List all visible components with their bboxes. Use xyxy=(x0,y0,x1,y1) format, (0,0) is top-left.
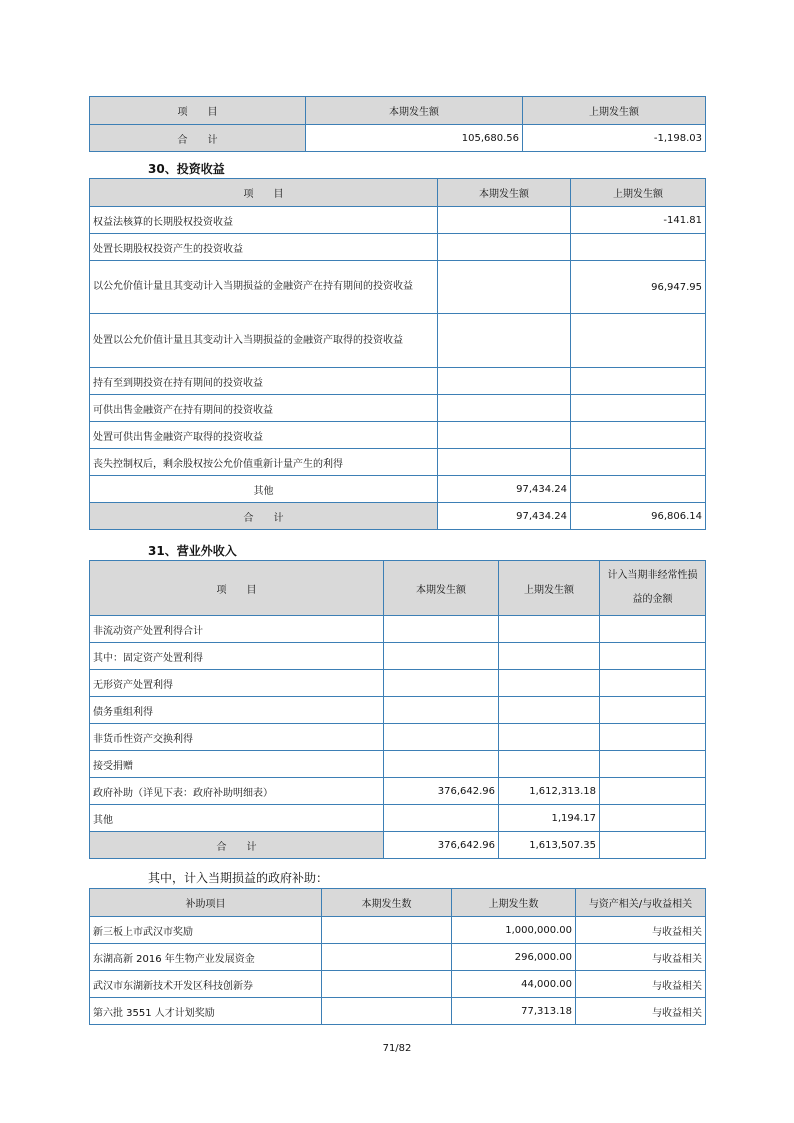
row-previous: 1,194.17 xyxy=(499,805,600,832)
header-item: 补助项目 xyxy=(90,889,322,917)
row-item: 其中：固定资产处置利得 xyxy=(90,643,384,670)
row-current xyxy=(384,751,499,778)
header-item: 项 目 xyxy=(90,179,438,207)
table-row xyxy=(90,476,706,503)
table-row xyxy=(90,751,706,778)
table-row xyxy=(90,697,706,724)
row-item: 无形资产处置利得 xyxy=(90,670,384,697)
header-previous: 上期发生数 xyxy=(452,889,576,917)
row-current xyxy=(322,998,452,1025)
table-row xyxy=(90,234,706,261)
table-row xyxy=(90,944,706,971)
section-30-title: 30、投资收益 xyxy=(148,162,225,176)
row-previous xyxy=(499,697,600,724)
row-nonrecurring xyxy=(600,724,706,751)
row-current xyxy=(322,944,452,971)
row-nonrecurring xyxy=(600,697,706,724)
row-type: 与收益相关 xyxy=(576,944,706,971)
row-item: 处置可供出售金融资产取得的投资收益 xyxy=(90,422,438,449)
table-row xyxy=(90,971,706,998)
row-previous xyxy=(571,314,706,368)
row-current xyxy=(438,395,571,422)
total-current: 105,680.56 xyxy=(306,125,523,152)
row-item: 债务重组利得 xyxy=(90,697,384,724)
row-current xyxy=(438,261,571,314)
row-current xyxy=(384,697,499,724)
row-item: 非货币性资产交换利得 xyxy=(90,724,384,751)
table-row xyxy=(90,449,706,476)
total-nonrecurring xyxy=(600,832,706,859)
header-item: 项 目 xyxy=(90,561,384,616)
row-previous xyxy=(499,616,600,643)
row-current xyxy=(322,971,452,998)
row-item: 东湖高新 2016 年生物产业发展资金 xyxy=(90,944,322,971)
table-row xyxy=(90,261,706,314)
row-nonrecurring xyxy=(600,805,706,832)
row-type: 与收益相关 xyxy=(576,971,706,998)
row-previous: 1,000,000.00 xyxy=(452,917,576,944)
row-current xyxy=(438,422,571,449)
row-item: 其他 xyxy=(90,805,384,832)
table-row xyxy=(90,998,706,1025)
row-current xyxy=(384,805,499,832)
table-row-total xyxy=(90,832,706,859)
row-previous: 44,000.00 xyxy=(452,971,576,998)
row-item: 其他 xyxy=(90,476,438,503)
row-current xyxy=(384,616,499,643)
subsidy-note: 其中，计入当期损益的政府补助： xyxy=(148,871,329,885)
header-current: 本期发生额 xyxy=(438,179,571,207)
row-item: 持有至到期投资在持有期间的投资收益 xyxy=(90,368,438,395)
table-row xyxy=(90,616,706,643)
row-previous: -141.81 xyxy=(571,207,706,234)
table-row xyxy=(90,643,706,670)
row-previous xyxy=(499,724,600,751)
header-previous: 上期发生额 xyxy=(499,561,600,616)
row-item: 接受捐赠 xyxy=(90,751,384,778)
row-previous: 96,947.95 xyxy=(571,261,706,314)
row-previous xyxy=(499,643,600,670)
investment-income-table xyxy=(89,178,706,530)
table-row xyxy=(90,778,706,805)
row-nonrecurring xyxy=(600,616,706,643)
header-previous: 上期发生额 xyxy=(571,179,706,207)
row-previous: 77,313.18 xyxy=(452,998,576,1025)
government-subsidy-table xyxy=(89,888,706,1025)
row-item: 武汉市东湖新技术开发区科技创新券 xyxy=(90,971,322,998)
row-previous xyxy=(571,449,706,476)
row-item: 可供出售金融资产在持有期间的投资收益 xyxy=(90,395,438,422)
row-item: 非流动资产处置利得合计 xyxy=(90,616,384,643)
table-row xyxy=(90,368,706,395)
row-current xyxy=(438,234,571,261)
section-31-title: 31、营业外收入 xyxy=(148,544,237,558)
header-nonrecurring: 计入当期非经常性损益的金额 xyxy=(600,561,706,616)
total-previous: -1,198.03 xyxy=(523,125,706,152)
row-current xyxy=(384,643,499,670)
table-29-continued xyxy=(89,96,706,152)
header-current: 本期发生额 xyxy=(384,561,499,616)
row-item: 政府补助（详见下表：政府补助明细表） xyxy=(90,778,384,805)
row-current xyxy=(438,314,571,368)
row-nonrecurring xyxy=(600,751,706,778)
total-previous: 96,806.14 xyxy=(571,503,706,530)
row-previous xyxy=(571,476,706,503)
row-previous xyxy=(499,751,600,778)
table-row xyxy=(90,422,706,449)
row-current xyxy=(438,207,571,234)
row-current xyxy=(384,724,499,751)
row-previous xyxy=(571,422,706,449)
row-item: 新三板上市武汉市奖励 xyxy=(90,917,322,944)
row-type: 与收益相关 xyxy=(576,998,706,1025)
row-item: 以公允价值计量且其变动计入当期损益的金融资产在持有期间的投资收益 xyxy=(90,261,438,314)
row-previous: 296,000.00 xyxy=(452,944,576,971)
row-type: 与收益相关 xyxy=(576,917,706,944)
row-previous: 1,612,313.18 xyxy=(499,778,600,805)
total-label: 合 计 xyxy=(90,832,384,859)
row-nonrecurring xyxy=(600,643,706,670)
page-number: 71/82 xyxy=(382,1043,412,1054)
row-current xyxy=(384,670,499,697)
header-type: 与资产相关/与收益相关 xyxy=(576,889,706,917)
table-row xyxy=(90,314,706,368)
row-item: 第六批 3551 人才计划奖励 xyxy=(90,998,322,1025)
row-current xyxy=(438,368,571,395)
table-row xyxy=(90,207,706,234)
table-row xyxy=(90,395,706,422)
table-row xyxy=(90,805,706,832)
header-current: 本期发生额 xyxy=(306,97,523,125)
table-row xyxy=(90,917,706,944)
row-current xyxy=(438,449,571,476)
header-previous: 上期发生额 xyxy=(523,97,706,125)
row-current xyxy=(322,917,452,944)
row-previous xyxy=(571,395,706,422)
row-item: 权益法核算的长期股权投资收益 xyxy=(90,207,438,234)
row-current: 376,642.96 xyxy=(384,778,499,805)
total-label: 合 计 xyxy=(90,125,306,152)
row-previous xyxy=(571,234,706,261)
row-item: 丧失控制权后，剩余股权按公允价值重新计量产生的利得 xyxy=(90,449,438,476)
header-item: 项 目 xyxy=(90,97,306,125)
total-previous: 1,613,507.35 xyxy=(499,832,600,859)
table-row xyxy=(90,724,706,751)
non-operating-income-table xyxy=(89,560,706,859)
table-row-total xyxy=(90,503,706,530)
row-item: 处置以公允价值计量且其变动计入当期损益的金融资产取得的投资收益 xyxy=(90,314,438,368)
row-previous xyxy=(571,368,706,395)
row-current: 97,434.24 xyxy=(438,476,571,503)
row-item: 处置长期股权投资产生的投资收益 xyxy=(90,234,438,261)
total-current: 97,434.24 xyxy=(438,503,571,530)
row-nonrecurring xyxy=(600,778,706,805)
row-nonrecurring xyxy=(600,670,706,697)
total-current: 376,642.96 xyxy=(384,832,499,859)
total-label: 合 计 xyxy=(90,503,438,530)
table-row xyxy=(90,670,706,697)
header-current: 本期发生数 xyxy=(322,889,452,917)
row-previous xyxy=(499,670,600,697)
